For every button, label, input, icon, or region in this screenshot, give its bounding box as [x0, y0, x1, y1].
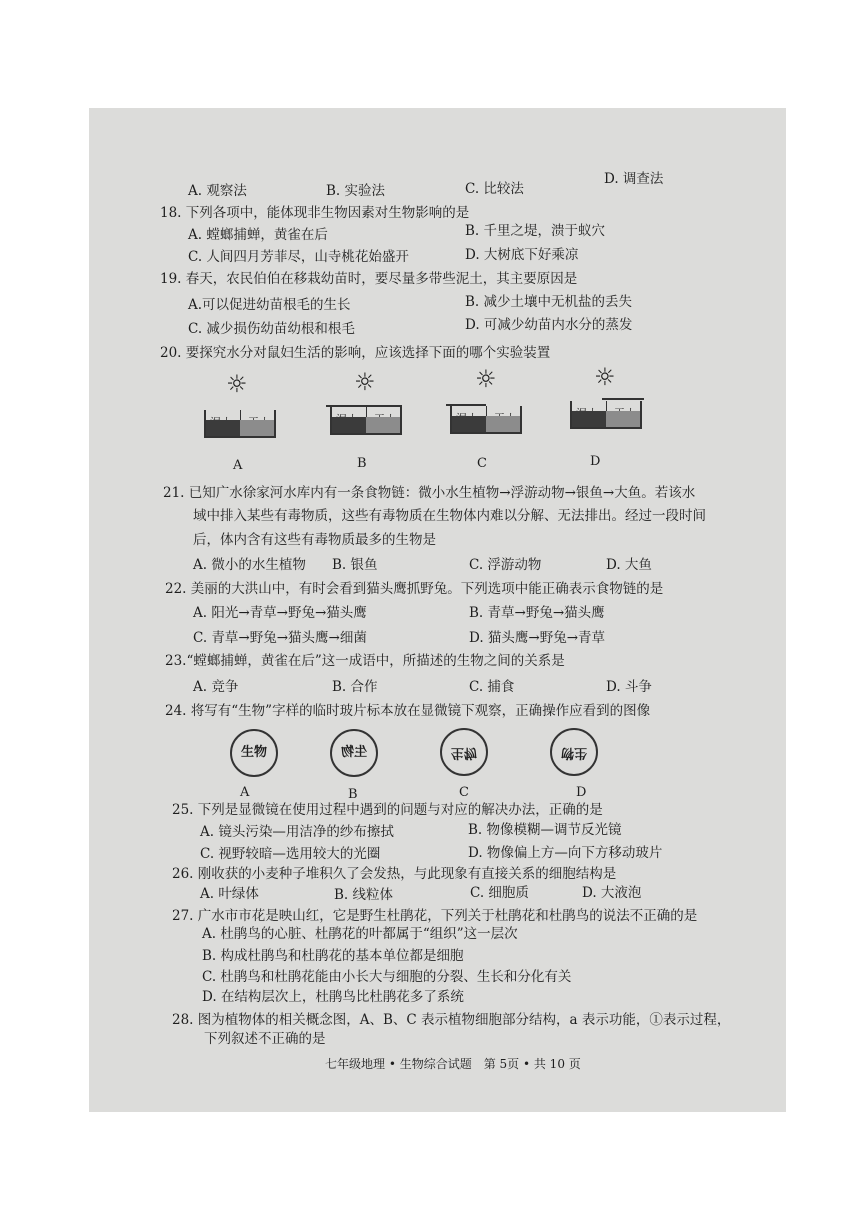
- q25-stem: 25. 下列是显微镜在使用过程中遇到的问题与对应的解决办法，正确的是: [172, 802, 603, 818]
- q26-option-c: C. 细胞质: [470, 885, 529, 901]
- apparatus-label-c: C: [477, 456, 487, 471]
- q25-option-a: A. 镜头污染—用洁净的纱布擦拭: [200, 824, 394, 840]
- apparatus-c: [450, 406, 522, 434]
- q19-stem: 19. 春天，农民伯伯在移栽幼苗时，要尽量多带些泥土，其主要原因是: [160, 271, 578, 287]
- q25-option-d: D. 物像偏上方—向下方移动玻片: [468, 845, 663, 861]
- image-label-b: B: [348, 787, 358, 802]
- q17-option-c: C. 比较法: [465, 181, 524, 197]
- q21-line-3: 后，体内含有这些有毒物质最多的生物是: [193, 532, 436, 548]
- sun-icon-d: ☼: [594, 363, 616, 391]
- image-d: 生物: [550, 728, 598, 776]
- q22-option-d: D. 猫头鹰→野兔→青草: [469, 630, 606, 646]
- q26-option-d: D. 大液泡: [582, 885, 642, 901]
- apparatus-label-a: A: [233, 458, 243, 473]
- q19-option-d: D. 可减少幼苗内水分的蒸发: [465, 317, 633, 333]
- q23-option-d: D. 斗争: [606, 679, 652, 695]
- sun-icon-b: ☼: [354, 368, 376, 396]
- q21-line-1: 21. 已知广水徐家河水库内有一条食物链：微小水生植物→浮游动物→银鱼→大鱼。若该水: [163, 485, 696, 501]
- q23-option-a: A. 竞争: [193, 679, 239, 695]
- image-c: 生物: [440, 728, 488, 776]
- q19-option-c: C. 减少损伤幼苗幼根和根毛: [188, 321, 355, 337]
- q21-option-c: C. 浮游动物: [469, 557, 542, 573]
- q19-option-b: B. 减少土壤中无机盐的丢失: [465, 294, 633, 310]
- sun-icon-c: ☼: [475, 365, 497, 393]
- q17-option-a: A. 观察法: [188, 183, 247, 199]
- q26-option-b: B. 线粒体: [334, 887, 394, 903]
- q18-option-b: B. 千里之堤，溃于蚁穴: [465, 223, 606, 239]
- image-b: 生物: [330, 729, 378, 777]
- image-label-c: C: [459, 785, 469, 800]
- page-footer: 七年级地理 • 生物综合试题 第 5页 • 共 10 页: [325, 1057, 581, 1071]
- apparatus-a: [204, 410, 276, 438]
- q21-line-2: 域中排入某些有毒物质，这些有毒物质在生物体内难以分解、无法排出。经过一段时间: [193, 508, 706, 524]
- q27-option-a: A. 杜鹃鸟的心脏、杜鹃花的叶都属于“组织”这一层次: [202, 926, 518, 942]
- q21-option-a: A. 微小的水生植物: [193, 557, 306, 573]
- q18-option-d: D. 大树底下好乘凉: [465, 247, 579, 263]
- q18-stem: 18. 下列各项中，能体现非生物因素对生物影响的是: [160, 205, 470, 221]
- q17-option-b: B. 实验法: [326, 183, 386, 199]
- q21-option-d: D. 大鱼: [606, 557, 652, 573]
- q22-option-c: C. 青草→野兔→猫头鹰→细菌: [193, 630, 367, 646]
- q27-option-b: B. 构成杜鹃鸟和杜鹃花的基本单位都是细胞: [202, 948, 464, 964]
- q26-option-a: A. 叶绿体: [200, 886, 259, 902]
- q25-option-c: C. 视野较暗—选用较大的光圈: [200, 846, 381, 862]
- q24-stem: 24. 将写有“生物”字样的临时玻片标本放在显微镜下观察，正确操作应看到的图像: [165, 703, 651, 719]
- apparatus-label-d: D: [590, 454, 601, 469]
- q25-option-b: B. 物像模糊—调节反光镜: [468, 822, 622, 838]
- lid-d: [602, 398, 644, 400]
- q17-option-d: D. 调查法: [604, 171, 664, 187]
- q26-stem: 26. 刚收获的小麦种子堆积久了会发热，与此现象有直接关系的细胞结构是: [172, 866, 617, 882]
- q18-option-a: A. 螳螂捕蝉，黄雀在后: [188, 227, 328, 243]
- q19-option-a: A.可以促进幼苗根毛的生长: [188, 297, 351, 313]
- q23-stem: 23.“螳螂捕蝉，黄雀在后”这一成语中，所描述的生物之间的关系是: [165, 653, 565, 669]
- q28-line-2: 下列叙述不正确的是: [204, 1031, 326, 1047]
- q22-option-b: B. 青草→野兔→猫头鹰: [469, 605, 605, 621]
- apparatus-b: [330, 407, 402, 435]
- q23-option-c: C. 捕食: [469, 679, 515, 695]
- sun-icon-a: ☼: [226, 370, 248, 398]
- q20-stem: 20. 要探究水分对鼠妇生活的影响，应该选择下面的哪个实验装置: [160, 345, 551, 361]
- image-label-d: D: [576, 785, 587, 800]
- apparatus-label-b: B: [357, 456, 367, 471]
- q27-option-d: D. 在结构层次上，杜鹃鸟比杜鹃花多了系统: [202, 989, 464, 1005]
- q18-option-c: C. 人间四月芳菲尽，山寺桃花始盛开: [188, 249, 409, 265]
- apparatus-d: [570, 401, 642, 429]
- q22-option-a: A. 阳光→青草→野兔→猫头鹰: [193, 605, 367, 621]
- image-a: 生物: [230, 729, 278, 777]
- q28-line-1: 28. 图为植物体的相关概念图，A、B、C 表示植物细胞部分结构，a 表示功能，①表示过程，: [172, 1012, 731, 1028]
- q23-option-b: B. 合作: [332, 679, 378, 695]
- q22-stem: 22. 美丽的大洪山中，有时会看到猫头鹰抓野兔。下列选项中能正确表示食物链的是: [165, 581, 664, 597]
- q27-stem: 27. 广水市市花是映山红，它是野生杜鹃花，下列关于杜鹃花和杜鹃鸟的说法不正确的是: [172, 908, 698, 924]
- image-label-a: A: [240, 785, 250, 800]
- q21-option-b: B. 银鱼: [332, 557, 378, 573]
- q27-option-c: C. 杜鹃鸟和杜鹃花能由小长大与细胞的分裂、生长和分化有关: [202, 969, 572, 985]
